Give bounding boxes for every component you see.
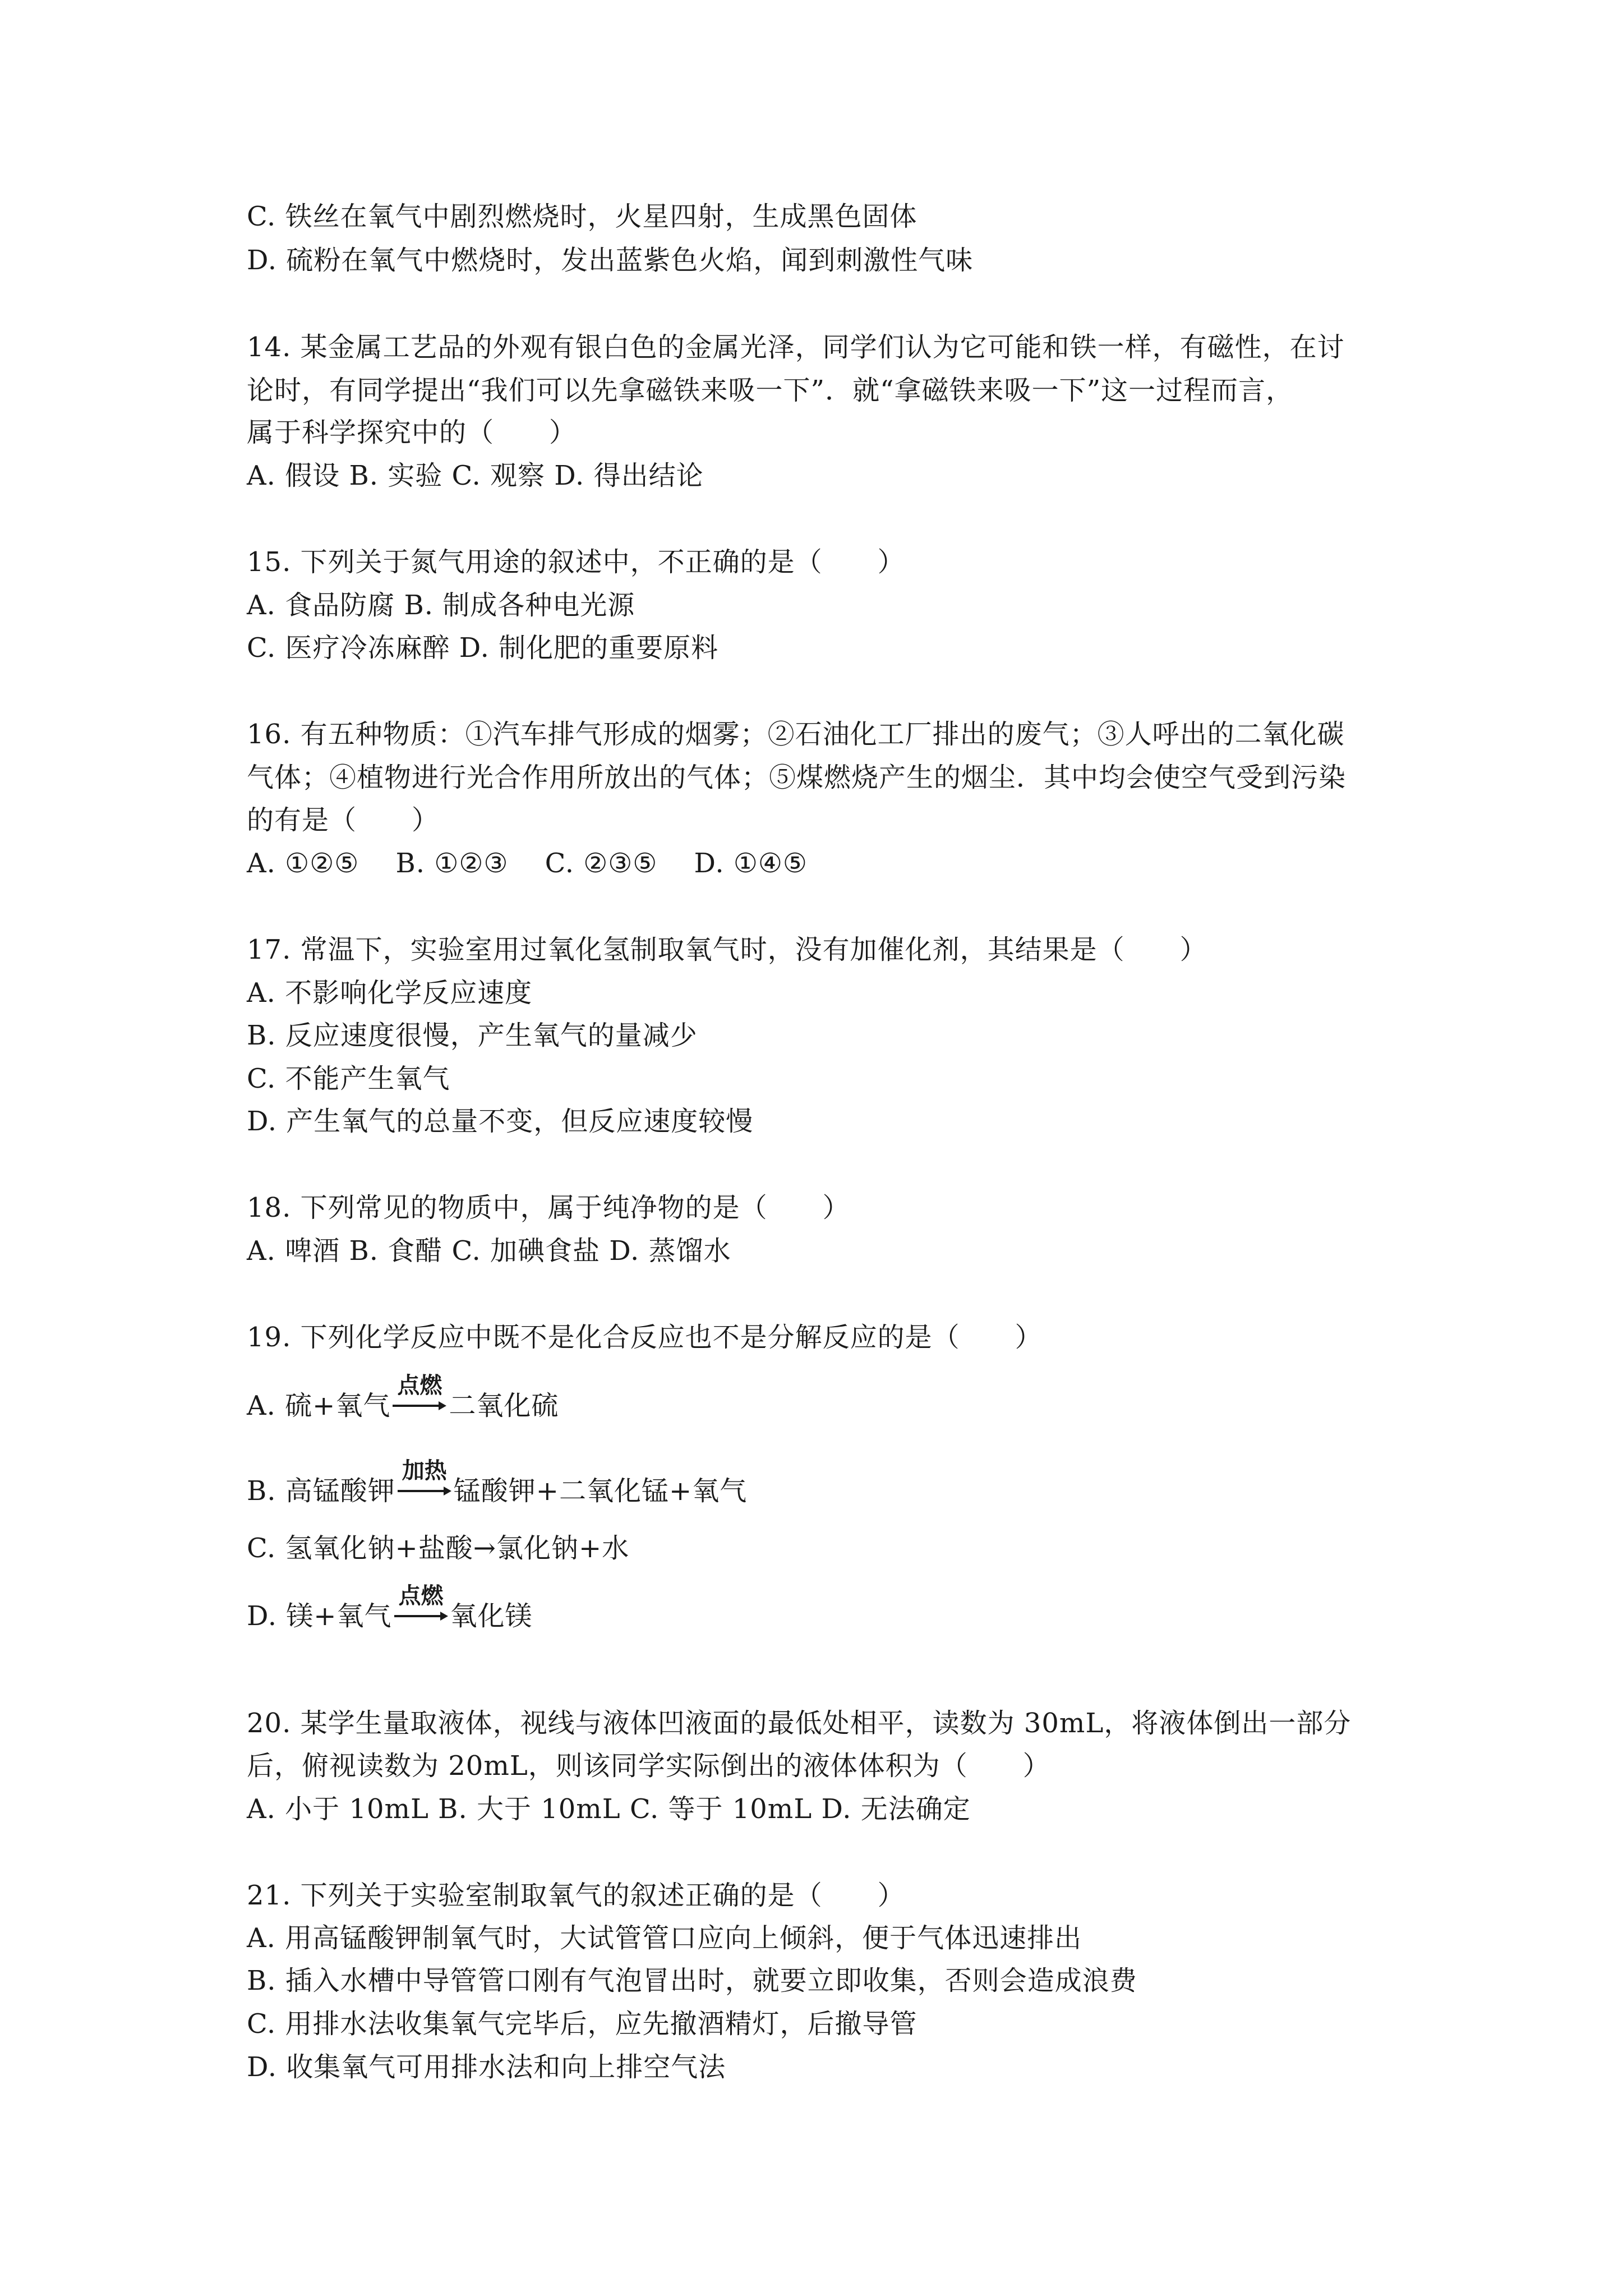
q19-b-reactants: B. 高锰酸钾 <box>247 1475 395 1507</box>
q17-option-d: D. 产生氧气的总量不变，但反应速度较慢 <box>247 1106 754 1137</box>
reaction-condition: 点燃 <box>398 1583 444 1609</box>
reaction-arrow <box>396 1458 453 1508</box>
reaction-arrow <box>391 1373 448 1423</box>
q14-options: A. 假设 B. 实验 C. 观察 D. 得出结论 <box>247 460 704 491</box>
q15-options-ab: A. 食品防腐 B. 制成各种电光源 <box>247 590 635 621</box>
q13-option-d: D. 硫粉在氧气中燃烧时，发出蓝紫色火焰，闻到刺激性气味 <box>247 245 974 276</box>
q21-option-d: D. 收集氧气可用排水法和向上排空气法 <box>247 2051 726 2083</box>
q15-stem: 15. 下列关于氮气用途的叙述中，不正确的是（ ） <box>247 546 905 578</box>
reaction-condition: 加热 <box>402 1458 447 1484</box>
reaction-arrow <box>393 1583 449 1633</box>
q21-option-c: C. 用排水法收集氧气完毕后，应先撤酒精灯，后撤导管 <box>247 2008 917 2040</box>
q17-option-a: A. 不影响化学反应速度 <box>247 977 533 1009</box>
q14-stem-line2: 论时，有同学提出“我们可以先拿磁铁来吸一下”．就“拿磁铁来吸一下”这一过程而言， <box>247 375 1294 406</box>
q19-a-reactants: A. 硫+氧气 <box>247 1390 391 1421</box>
q21-stem: 21. 下列关于实验室制取氧气的叙述正确的是（ ） <box>247 1880 905 1911</box>
q19-d-products: 氧化镁 <box>450 1600 533 1632</box>
q21-option-a: A. 用高锰酸钾制氧气时，大试管管口应向上倾斜，便于气体迅速排出 <box>247 1922 1082 1954</box>
q19-d-reactants: D. 镁+氧气 <box>247 1600 392 1632</box>
q20-stem-line2: 后，俯视读数为 20mL，则该同学实际倒出的液体体积为（ ） <box>247 1750 1050 1782</box>
q17-option-b: B. 反应速度很慢，产生氧气的量减少 <box>247 1020 698 1051</box>
q19-stem: 19. 下列化学反应中既不是化合反应也不是分解反应的是（ ） <box>247 1322 1043 1353</box>
q19-option-d <box>247 1583 533 1633</box>
q16-stem-line1: 16. 有五种物质：①汽车排气形成的烟雾；②石油化工厂排出的废气；③人呼出的二氧化碳 <box>247 719 1345 750</box>
q19-option-c: C. 氢氧化钠+盐酸→氯化钠+水 <box>247 1533 630 1564</box>
q18-options: A. 啤酒 B. 食醋 C. 加碘食盐 D. 蒸馏水 <box>247 1235 731 1267</box>
arrow-right-icon <box>393 1609 449 1623</box>
arrow-right-icon <box>391 1399 448 1412</box>
q20-stem-line1: 20. 某学生量取液体，视线与液体凹液面的最低处相平，读数为 30mL，将液体倒出一部分 <box>247 1708 1352 1739</box>
q14-stem-line1: 14. 某金属工艺品的外观有银白色的金属光泽，同学们认为它可能和铁一样，有磁性，在讨 <box>247 332 1345 363</box>
q19-option-b <box>247 1458 748 1508</box>
q14-stem-line3: 属于科学探究中的（ ） <box>247 417 577 448</box>
reaction-condition: 点燃 <box>397 1373 442 1398</box>
q19-a-products: 二氧化硫 <box>449 1390 559 1421</box>
q16-options: A. ①②⑤ B. ①②③ C. ②③⑤ D. ①④⑤ <box>247 848 808 879</box>
q13-option-c: C. 铁丝在氧气中剧烈燃烧时，火星四射，生成黑色固体 <box>247 201 917 232</box>
q19-option-a <box>247 1373 559 1423</box>
q17-stem: 17. 常温下，实验室用过氧化氢制取氧气时，没有加催化剂，其结果是（ ） <box>247 934 1207 965</box>
q17-option-c: C. 不能产生氧气 <box>247 1063 450 1094</box>
q20-options: A. 小于 10mL B. 大于 10mL C. 等于 10mL D. 无法确定 <box>247 1793 971 1825</box>
q16-stem-line2: 气体；④植物进行光合作用所放出的气体；⑤煤燃烧产生的烟尘．其中均会使空气受到污染 <box>247 762 1347 793</box>
q18-stem: 18. 下列常见的物质中，属于纯净物的是（ ） <box>247 1192 850 1223</box>
q21-option-b: B. 插入水槽中导管管口刚有气泡冒出时，就要立即收集，否则会造成浪费 <box>247 1965 1137 1996</box>
q15-options-cd: C. 医疗冷冻麻醉 D. 制化肥的重要原料 <box>247 632 719 664</box>
arrow-right-icon <box>396 1484 453 1498</box>
q19-b-products: 锰酸钾+二氧化锰+氧气 <box>453 1475 748 1507</box>
q16-stem-line3: 的有是（ ） <box>247 804 440 836</box>
